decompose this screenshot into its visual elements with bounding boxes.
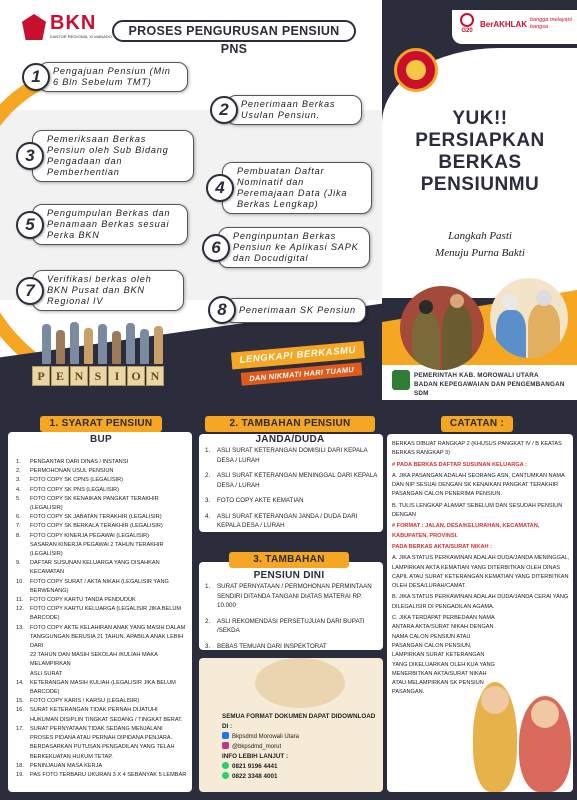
syarat-bup-list [16, 458, 192, 780]
item-number: 4. [205, 512, 211, 520]
letter-block: E [51, 366, 69, 386]
logo-text: BKN [50, 12, 97, 34]
item-text: SASARAN KINERJA PEGAWAI 2 TAHUN TERAKHIR (LEGALISIR) [30, 541, 164, 558]
morowali-logo-icon [392, 370, 410, 390]
letter-block: S [89, 366, 107, 386]
step-number: 8 [208, 296, 236, 324]
item-text: PENINJAUAN MASA KERJA [30, 762, 103, 769]
list-item [16, 559, 192, 577]
item-number: 2. [205, 472, 211, 479]
item-number: 14. [16, 679, 24, 686]
item-number: 1. [16, 459, 21, 465]
list-item [16, 513, 192, 522]
list-item [205, 446, 377, 465]
phone-2[interactable]: 0822 3348 4001 [222, 772, 382, 782]
step-text: Pembuatan Daftar Nominatif dan Peremajaan Data (Jika Berkas Lengkap) [222, 162, 372, 214]
list-item [16, 596, 192, 605]
item-number: 3. [16, 477, 21, 484]
step-number: 2 [210, 96, 238, 124]
dini-list [205, 582, 377, 657]
item-text: ASLI SURAT [30, 670, 63, 677]
step-number: 1 [22, 63, 50, 91]
list-item [205, 471, 377, 490]
janda-duda-list [205, 446, 377, 537]
step-number: 4 [206, 174, 234, 202]
catatan-notes: BERKAS DIBUAT RANGKAP 2 (KHUSUS PANGKAT IV / B KEATAS BERKAS RANGKAP 3) # PADA BERKAS DAFTAR SUSUNAN KELUARGA : A. JIKA PASANGAN ADALAH SEORANG ASN, CANTUMKAN NAMA DAN NIP SESUAI DENGAN SK KENAIKAN PANGKAT TERAKHIR PASANGAN CALON PENERIMA PENSIUN. B. TULIS LENGKAP ALAMAT SEBELUM DAN SESUDAH PENSIUN DENGAN # FORMAT : JALAN, DESA/KELURAHAN, KECAMATAN, KABUPATEN, PROVINSI. PADA BERKAS AKTA/SURAT NIKAH : A. JIKA STATUS PERKAWINAN ADALAH DUDA/JANDA MENINGGAL, LAMPIRKAN AKTA KEMATIAN YANG DITERBITKAN OLEH DINAS CAPIL ATAU SURAT KETERANGAN KEMATIAN YANG DITERBITKAN OLEH DESA/LURAH/CAMAT. B. JIKA STATUS PERKAWINAN ADALAH DUDA/JANDA CERAI YANG DILEGALISIR DI PENGADILAN AGAMA. C. JIKA TERDAPAT PERBEDAAN NAMA ANTARA AKTA/SURAT NIKAH DENGAN NAMA CALON PENSIUN ATAU PASANGAN CALON PENSIUN, LAMPIRKAN SURAT KETERANGAN YANG DIKELUARKAN OLEH KUA YANG MENERBITKAN AKTA/SURAT NIKAH ATAU MELAMPIRKAN SK PENSIUN PASANGAN. [392, 441, 570, 696]
list-item [16, 651, 192, 669]
item-text: FOTO COPY KARTU KELUARGA (LEGALISIR JIKA BELUM BARCODE) [30, 606, 182, 622]
step-4 [206, 162, 372, 214]
item-text: FOTO COPY SK BERKALA TERAKHIR (LEGALISIR) [30, 523, 163, 530]
item-text: FOTO COPY SK CPNS (LEGALISIR) [30, 477, 124, 484]
list-item [16, 679, 192, 697]
item-text: PENGANTAR DARI DINAS / INSTANSI [30, 459, 129, 465]
whatsapp-icon [222, 772, 229, 779]
item-text: FOTO COPY KARIS / KARSU (LEGALISIR) [30, 698, 140, 705]
item-number: 1. [205, 583, 211, 590]
item-number: 19. [16, 771, 24, 778]
step-text: Pengajuan Pensiun (Min 6 Bln Sebelum TMT) [38, 62, 188, 92]
people-figures [42, 322, 163, 364]
letter-block: N [70, 366, 88, 386]
bangga-logo: bangga melayani bangsa [530, 17, 572, 30]
letter-block: O [127, 366, 145, 386]
item-text: BEBAS TEMUAN DARI INSPEKTORAT [217, 642, 327, 650]
step-8 [208, 296, 366, 324]
cover-illustration [390, 278, 570, 370]
list-item [16, 522, 192, 531]
decor-coins [255, 658, 345, 708]
item-number: 6. [16, 514, 21, 521]
list-item [16, 716, 192, 725]
item-text: BERDASARKAN PUTUSAN PENGADILAN YANG TELAH [30, 744, 175, 751]
item-number: 15. [16, 698, 24, 705]
step-text: Verifikasi berkas oleh BKN Pusat dan BKN Regional IV [32, 270, 184, 311]
page-title: PROSES PENGURUSAN PENSIUN PNS [112, 20, 356, 42]
list-item [16, 762, 192, 771]
step-7 [16, 270, 184, 311]
item-text: SURAT PERNYATAAN / PERMOHONAN PERMINTAAN SENDIRI DITANDA TANGANI DIATAS MATERAI RP. 10.000 [217, 583, 372, 609]
phone-1[interactable]: 0821 9196 4441 [222, 762, 382, 772]
regency-emblem-icon [394, 48, 438, 92]
step-2 [210, 95, 362, 125]
pension-illustration [22, 322, 182, 388]
item-number [16, 670, 30, 679]
syarat-bup-title: 1. SYARAT PENSIUN BUP [40, 416, 162, 432]
item-number: 3. [205, 497, 211, 504]
item-number: 16. [16, 707, 24, 714]
list-item [16, 743, 192, 752]
item-text: ASLI SURAT KETERANGAN DOMISILI DARI KEPALA DESA / LURAH [217, 447, 368, 464]
letter-block: I [108, 366, 126, 386]
list-item [16, 458, 192, 467]
g20-logo: G20 [458, 13, 476, 39]
list-item [205, 642, 377, 652]
item-text: FOTO COPY AKTE KELAHIRAN ANAK YANG MASIH DALAM [30, 624, 186, 631]
instagram-icon [222, 742, 229, 749]
item-number: 2. [205, 617, 211, 625]
item-text: ASLI SURAT KETERANGAN MENINGGAL DARI KEPALA DESA / LURAH [217, 472, 377, 489]
step-text: Penerimaan SK Pensiun [224, 298, 366, 323]
item-number: 4. [16, 486, 21, 493]
list-item [16, 633, 192, 651]
item-text: FOTO COPY SK PNS (LEGALISIR) [30, 486, 120, 493]
item-text: ASLI REKOMENDASI PERSETUJUAN DARI BUPATI /SEKDA [217, 617, 365, 634]
item-text: SURAT PERNYATAAN TIDAK SEDANG MENJALANI [30, 725, 163, 732]
item-text: FOTO COPY SURAT / AKTA NIKAH (LEGALISIR YANG BERWENANG) [30, 578, 169, 594]
cover-panel [382, 0, 577, 400]
dini-title: 3. TAMBAHAN PENSIUN DINI [229, 552, 349, 568]
list-item [16, 734, 192, 743]
item-number [16, 633, 30, 651]
item-number [16, 734, 30, 743]
item-number: 3. [205, 642, 211, 650]
logo-subtext: KANTOR REGIONAL XI MANADO [50, 34, 112, 39]
elderly-photo [490, 278, 568, 358]
step-text: Pengumpulan Berkas dan Penamaan Berkas sesuai Perka BKN [32, 204, 188, 245]
step-number: 6 [202, 234, 230, 262]
partner-logos [452, 10, 577, 44]
slogan-line-2: DAN NIKMATI HARI TUAMU [241, 362, 363, 386]
cover-footer-text: PEMERINTAH KAB. MOROWALI UTARA BADAN KEPEGAWAIAN DAN PENGEMBANGAN SDM [414, 372, 565, 397]
garuda-icon [22, 14, 46, 40]
staff-photo [400, 286, 484, 370]
list-item [16, 706, 192, 715]
cover-headline: YUK!! PERSIAPKAN BERKAS PENSIUNMU [415, 108, 545, 195]
info-title: INFO LEBIH LANJUT : [222, 753, 289, 760]
list-item [205, 512, 377, 531]
item-number: 5. [16, 495, 21, 502]
g20-icon [460, 13, 474, 27]
step-number: 7 [16, 277, 44, 305]
item-number: 9. [16, 560, 21, 567]
list-item [16, 753, 192, 762]
letter-block: N [146, 366, 164, 386]
letter-block: P [32, 366, 50, 386]
step-number: 3 [16, 142, 44, 170]
item-text: FOTO COPY KARTU TANDA PENDUDUK [30, 597, 136, 604]
list-item [16, 725, 192, 734]
item-text: KETERANGAN MASIH KULIAH (LEGALISIR JIKA BELUM BARCODE) [30, 679, 176, 696]
item-number: 7. [16, 523, 21, 530]
item-number: 10. [16, 578, 24, 585]
list-item [16, 624, 192, 633]
list-item [16, 670, 192, 679]
step-3 [16, 130, 194, 182]
item-text: SURAT KETERANGAN TIDAK PERNAH DIJATUHI [30, 707, 158, 714]
item-number: 17. [16, 725, 24, 732]
slogan-line-1: LENGKAPI BERKASMU [231, 341, 365, 370]
item-text: ASLI SURAT KETERANGAN JANDA / DUDA DARI KEPALA DESA / LURAH [217, 512, 358, 529]
list-item [205, 582, 377, 611]
list-item [16, 605, 192, 623]
list-item [205, 496, 377, 506]
item-number [16, 651, 30, 669]
list-item [16, 771, 192, 780]
item-text: FOTO COPY SK KENAIKAN PANGKAT TERAKHIR (LEGALISIR) [30, 495, 159, 512]
list-item [16, 578, 192, 596]
step-text: Penginpuntan Berkas Pensiun ke Aplikasi SAPK dan Docudigital [218, 227, 370, 268]
list-item [205, 617, 377, 636]
step-1 [22, 62, 188, 92]
item-text: HUKUMAN DISIPLIN TINGKAT SEDANG / TINGKAT BERAT. [30, 716, 183, 723]
item-number: 2. [16, 468, 21, 475]
item-number [16, 716, 30, 725]
item-text: PERMOHONAN USUL PENSIUN [30, 468, 114, 475]
item-number: 12. [16, 606, 24, 613]
facebook-link[interactable]: Bkpsdmd Morowali Utara [222, 732, 382, 742]
step-5 [16, 204, 188, 245]
item-text: 22 TAHUN DAN MASIH SEKOLAH /KULIAH MAKA MELAMPIRKAN [30, 652, 158, 668]
item-number: 1. [205, 447, 211, 454]
list-item [16, 476, 192, 485]
pension-blocks [32, 366, 164, 386]
process-panel [0, 0, 382, 400]
bkn-logo [22, 12, 117, 44]
list-item [16, 532, 192, 541]
whatsapp-icon [222, 762, 229, 769]
list-item [16, 541, 192, 559]
item-text: TANGGUNGAN BERUSIA 21 TAHUN. APABILA ANAK LEBIH DARI [30, 633, 184, 650]
catatan-title: CATATAN : [441, 416, 513, 432]
list-item [16, 495, 192, 513]
facebook-icon [222, 732, 229, 739]
step-text: Pemeriksaan Berkas Pensiun oleh Sub Bidang Pengadaan dan Pemberhentian [32, 130, 194, 182]
instagram-link[interactable]: @bkpsdmd_morut [222, 742, 382, 752]
item-text: FOTO COPY AKTE KEMATIAN [217, 497, 304, 504]
item-number: 13. [16, 624, 24, 631]
step-number: 5 [16, 211, 44, 239]
contact-info [222, 712, 382, 782]
item-text: FOTO COPY SK JABATAN TERAKHIR (LEGALISIR) [30, 514, 162, 521]
janda-duda-title: 2. TAMBAHAN PENSIUN JANDA/DUDA [205, 416, 375, 432]
item-number: 11. [16, 597, 24, 604]
berakhlak-logo: BerAKHLAK [480, 20, 528, 29]
item-text: FOTO COPY KINERJA PEGAWAI (LEGALISIR) [30, 532, 150, 539]
step-6 [202, 227, 370, 268]
cover-tagline: Langkah Pasti Menuju Purna Bakti [435, 230, 525, 259]
item-text: PROSES PIDANA ATAU PERNAH DIPIDANA PENJARA. [30, 735, 173, 742]
item-number [16, 743, 30, 752]
list-item [16, 486, 192, 495]
item-number: 18. [16, 762, 24, 769]
item-text: PAS FOTO TERBARU UKURAN 3 X 4 SEBANYAK 5 LEMBAR [30, 771, 187, 778]
download-title: SEMUA FORMAT DOKUMEN DAPAT DIDOWNLOAD DI : [222, 713, 376, 730]
list-item [16, 467, 192, 476]
step-text: Penerimaan Berkas Usulan Pensiun. [226, 95, 362, 125]
item-number: 8. [16, 532, 21, 539]
item-number [16, 541, 30, 559]
item-text: DAFTAR SUSUNAN KELUARGA YANG DISAHKAN KECAMATAN [30, 560, 160, 576]
list-item [16, 697, 192, 706]
item-text: BERKEKUATAN HUKUM TETAP. [30, 753, 113, 760]
item-number [16, 753, 30, 762]
